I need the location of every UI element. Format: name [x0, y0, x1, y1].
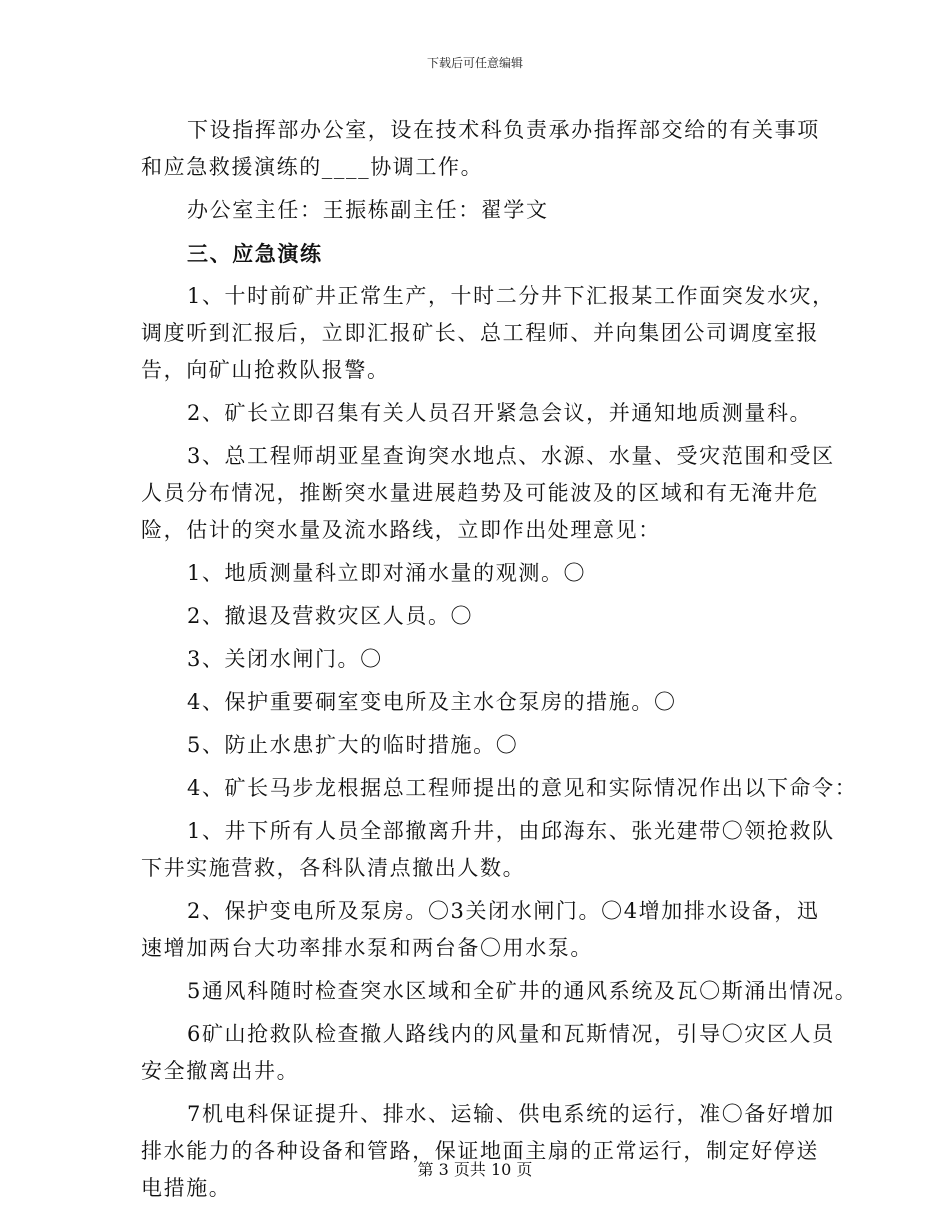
page-header: 下载后可任意编辑: [426, 56, 523, 70]
paragraph-line: 速增加两台大功率排水泵和两台备〇用水泵。: [141, 936, 593, 960]
paragraph-line: 1、十时前矿井正常生产，十时二分井下汇报某工作面突发水灾，: [187, 284, 835, 308]
page-footer: 第 3 页共 10 页: [417, 1160, 533, 1179]
list-item: 5、防止水患扩大的临时措施。〇: [187, 733, 519, 757]
list-item: 3、关闭水闸门。〇: [187, 647, 383, 671]
paragraph-line: 办公室主任：王振栋副主任：翟学文: [187, 198, 549, 222]
paragraph-line: 调度听到汇报后，立即汇报矿长、总工程师、并向集团公司调度室报: [141, 321, 819, 345]
list-item: 1、地质测量科立即对涌水量的观测。〇: [187, 561, 587, 585]
paragraph-line: 人员分布情况，推断突水量进展趋势及可能波及的区域和有无淹井危: [141, 481, 819, 505]
paragraph-line: 6矿山抢救队检查撤人路线内的风量和瓦斯情况，引导〇灾区人员: [187, 1022, 835, 1046]
paragraph-line: 5通风科随时检查突水区域和全矿井的通风系统及瓦〇斯涌出情况。: [187, 979, 858, 1003]
paragraph-line: 2、保护变电所及泵房。〇3关闭水闸门。〇4增加排水设备，迅: [187, 899, 820, 923]
paragraph-line: 4、矿长马步龙根据总工程师提出的意见和实际情况作出以下命令：: [187, 776, 858, 800]
paragraph-line: 和应急救援演练的____协调工作。: [141, 155, 484, 179]
paragraph-line: 1、井下所有人员全部撤离升井，由邱海东、张光建带〇领抢救队: [187, 819, 835, 843]
paragraph-line: 告，向矿山抢救队报警。: [141, 358, 390, 382]
paragraph-line: 2、矿长立即召集有关人员召开紧急会议，并通知地质测量科。: [187, 401, 813, 425]
paragraph-line: 安全撤离出井。: [141, 1059, 300, 1083]
paragraph-line: 7机电科保证提升、排水、运输、供电系统的运行，准〇备好增加: [187, 1102, 835, 1126]
list-item: 4、保护重要硐室变电所及主水仓泵房的措施。〇: [187, 690, 677, 714]
list-item: 2、撤退及营救灾区人员。〇: [187, 604, 474, 628]
paragraph-line: 险，估计的突水量及流水路线，立即作出处理意见：: [141, 518, 661, 542]
paragraph-line: 下井实施营救，各科队清点撤出人数。: [141, 856, 526, 880]
paragraph-line: 电措施。: [141, 1176, 232, 1200]
paragraph-line: 3、总工程师胡亚星查询突水地点、水源、水量、受灾范围和受区: [187, 444, 835, 468]
paragraph-line: 排水能力的各种设备和管路，保证地面主扇的正常运行，制定好停送: [141, 1139, 819, 1163]
paragraph-line: 下设指挥部办公室，设在技术科负责承办指挥部交给的有关事项: [187, 118, 820, 142]
document-body: [141, 112, 858, 1207]
section-heading: 三、应急演练: [187, 241, 323, 266]
